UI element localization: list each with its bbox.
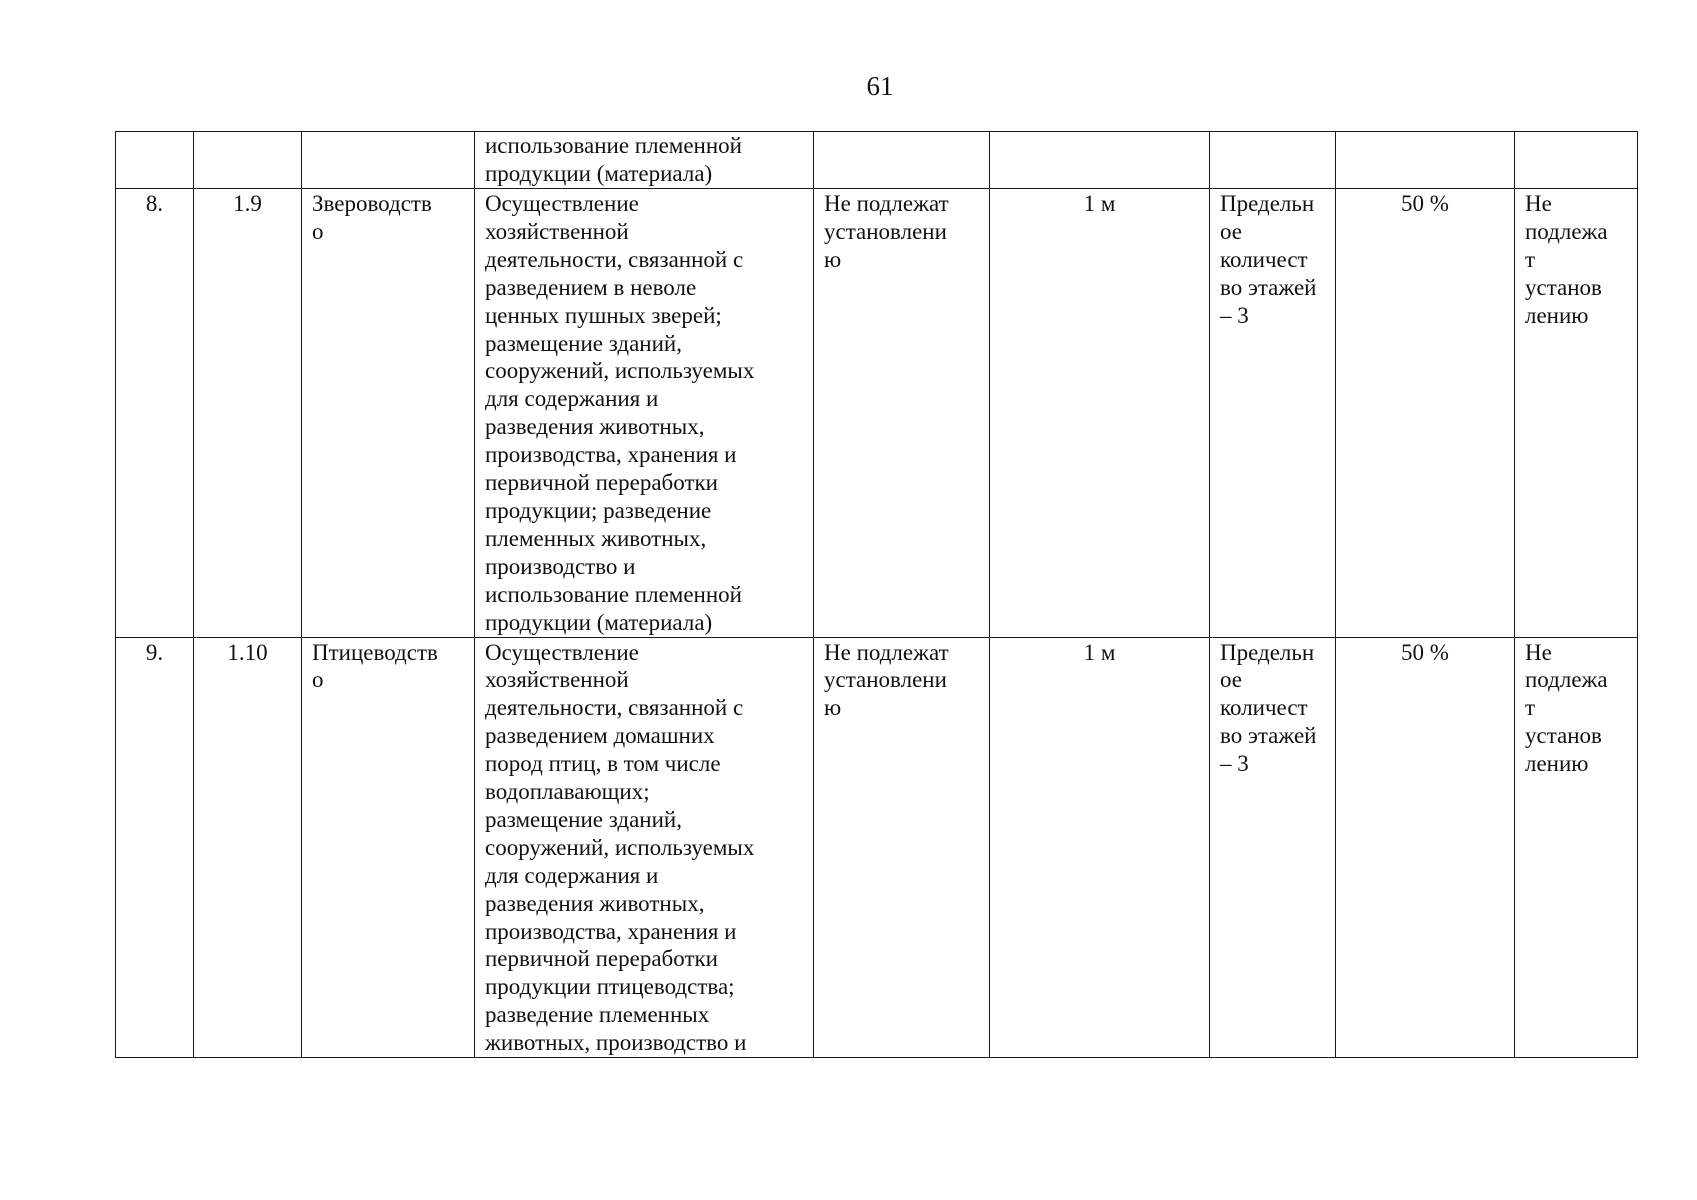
cell-coverage [1336, 132, 1515, 189]
coverage-value: 50 % [1401, 191, 1449, 216]
description-line: первичной переработки [485, 946, 718, 972]
table-row-continuation [116, 132, 1638, 189]
plot-size-line: Не подлежат [824, 639, 949, 665]
cell-other [1515, 189, 1638, 638]
description-line: продукции птицеводства; [485, 974, 735, 1000]
cell-num [116, 132, 194, 189]
floors-line: количест [1220, 695, 1308, 721]
floors-line: Предельн [1220, 639, 1315, 665]
description-line: использование племенной [485, 133, 742, 158]
row-number: 8. [145, 191, 164, 216]
plot-size-line: Не подлежат [824, 191, 949, 216]
plot-size-line: ю [824, 246, 842, 272]
cell-setback [990, 637, 1210, 1058]
description-line: Осуществление [485, 191, 639, 216]
floors-line: ое [1220, 667, 1242, 693]
cell-setback [990, 189, 1210, 638]
floors-line: – 3 [1220, 751, 1249, 777]
description-line: сооружений, используемых [485, 358, 755, 384]
description-line: для содержания и [485, 862, 659, 888]
cell-coverage [1336, 637, 1515, 1058]
cell-other [1515, 637, 1638, 1058]
description-line: хозяйственной [485, 218, 629, 244]
name-line: Птицеводств [312, 639, 438, 665]
description-line: разведением в неволе [485, 274, 697, 300]
cell-description [475, 132, 814, 189]
other-line: лению [1525, 751, 1589, 777]
other-line: подлежа [1525, 667, 1608, 693]
cell-name [302, 132, 475, 189]
floors-line: во этажей [1220, 274, 1317, 300]
row-code: 1.9 [233, 191, 262, 216]
description-line: размещение зданий, [485, 330, 682, 356]
description-line: ценных пушных зверей; [485, 302, 722, 328]
cell-other [1515, 132, 1638, 189]
coverage-value: 50 % [1401, 639, 1449, 665]
table-row [116, 637, 1638, 1058]
cell-description [475, 637, 814, 1058]
row-number: 9. [145, 639, 164, 665]
description-line: продукции (материала) [485, 609, 713, 635]
description-line: разведения животных, [485, 890, 705, 916]
cell-num [116, 637, 194, 1058]
zoning-regulations-table [115, 131, 1638, 1058]
cell-coverage [1336, 189, 1515, 638]
plot-size-line: ю [824, 695, 842, 721]
floors-line: количест [1220, 246, 1308, 272]
description-line: разведения животных, [485, 414, 705, 440]
cell-name [302, 637, 475, 1058]
cell-code [194, 637, 302, 1058]
description-line: размещение зданий, [485, 806, 682, 832]
cell-plot-size [814, 637, 990, 1058]
cell-code [194, 189, 302, 638]
description-line: сооружений, используемых [485, 834, 755, 860]
floors-line: – 3 [1220, 302, 1249, 328]
cell-floors [1210, 637, 1336, 1058]
name-line: Звероводств [312, 191, 432, 216]
cell-plot-size [814, 189, 990, 638]
other-line: установ [1525, 274, 1602, 300]
description-line: использование племенной [485, 581, 742, 607]
description-line: животных, производство и [485, 1030, 747, 1056]
description-line: производства, хранения и [485, 918, 737, 944]
other-line: лению [1525, 302, 1589, 328]
setback-value: 1 м [1083, 191, 1116, 216]
description-line: производство и [485, 553, 636, 579]
cell-setback [990, 132, 1210, 189]
cell-name [302, 189, 475, 638]
description-line: деятельности, связанной с [485, 695, 744, 721]
other-line: т [1525, 246, 1536, 272]
description-line: хозяйственной [485, 667, 629, 693]
cell-plot-size [814, 132, 990, 189]
other-line: Не [1525, 191, 1552, 216]
cell-floors [1210, 189, 1336, 638]
other-line: т [1525, 695, 1536, 721]
description-line: первичной переработки [485, 470, 718, 496]
description-line: разведением домашних [485, 723, 715, 749]
name-line: о [312, 218, 324, 244]
floors-line: Предельн [1220, 191, 1315, 216]
cell-description [475, 189, 814, 638]
description-line: производства, хранения и [485, 442, 737, 468]
description-line: деятельности, связанной с [485, 246, 744, 272]
description-line: продукции (материала) [485, 160, 713, 186]
description-line: водоплавающих; [485, 779, 650, 805]
page-number: 61 [866, 71, 894, 101]
description-line: разведение племенных [485, 1002, 710, 1028]
cell-code [194, 132, 302, 189]
name-line: о [312, 667, 324, 693]
description-line: пород птиц, в том числе [485, 751, 721, 777]
floors-line: ое [1220, 218, 1242, 244]
cell-floors [1210, 132, 1336, 189]
other-line: подлежа [1525, 218, 1608, 244]
description-line: для содержания и [485, 386, 659, 412]
floors-line: во этажей [1220, 723, 1317, 749]
table-row [116, 189, 1638, 638]
row-code: 1.10 [227, 639, 268, 665]
cell-num [116, 189, 194, 638]
plot-size-line: установлени [824, 667, 947, 693]
description-line: Осуществление [485, 639, 639, 665]
plot-size-line: установлени [824, 218, 947, 244]
description-line: племенных животных, [485, 525, 707, 551]
other-line: установ [1525, 723, 1602, 749]
setback-value: 1 м [1083, 639, 1116, 665]
description-line: продукции; разведение [485, 497, 712, 523]
other-line: Не [1525, 639, 1552, 665]
